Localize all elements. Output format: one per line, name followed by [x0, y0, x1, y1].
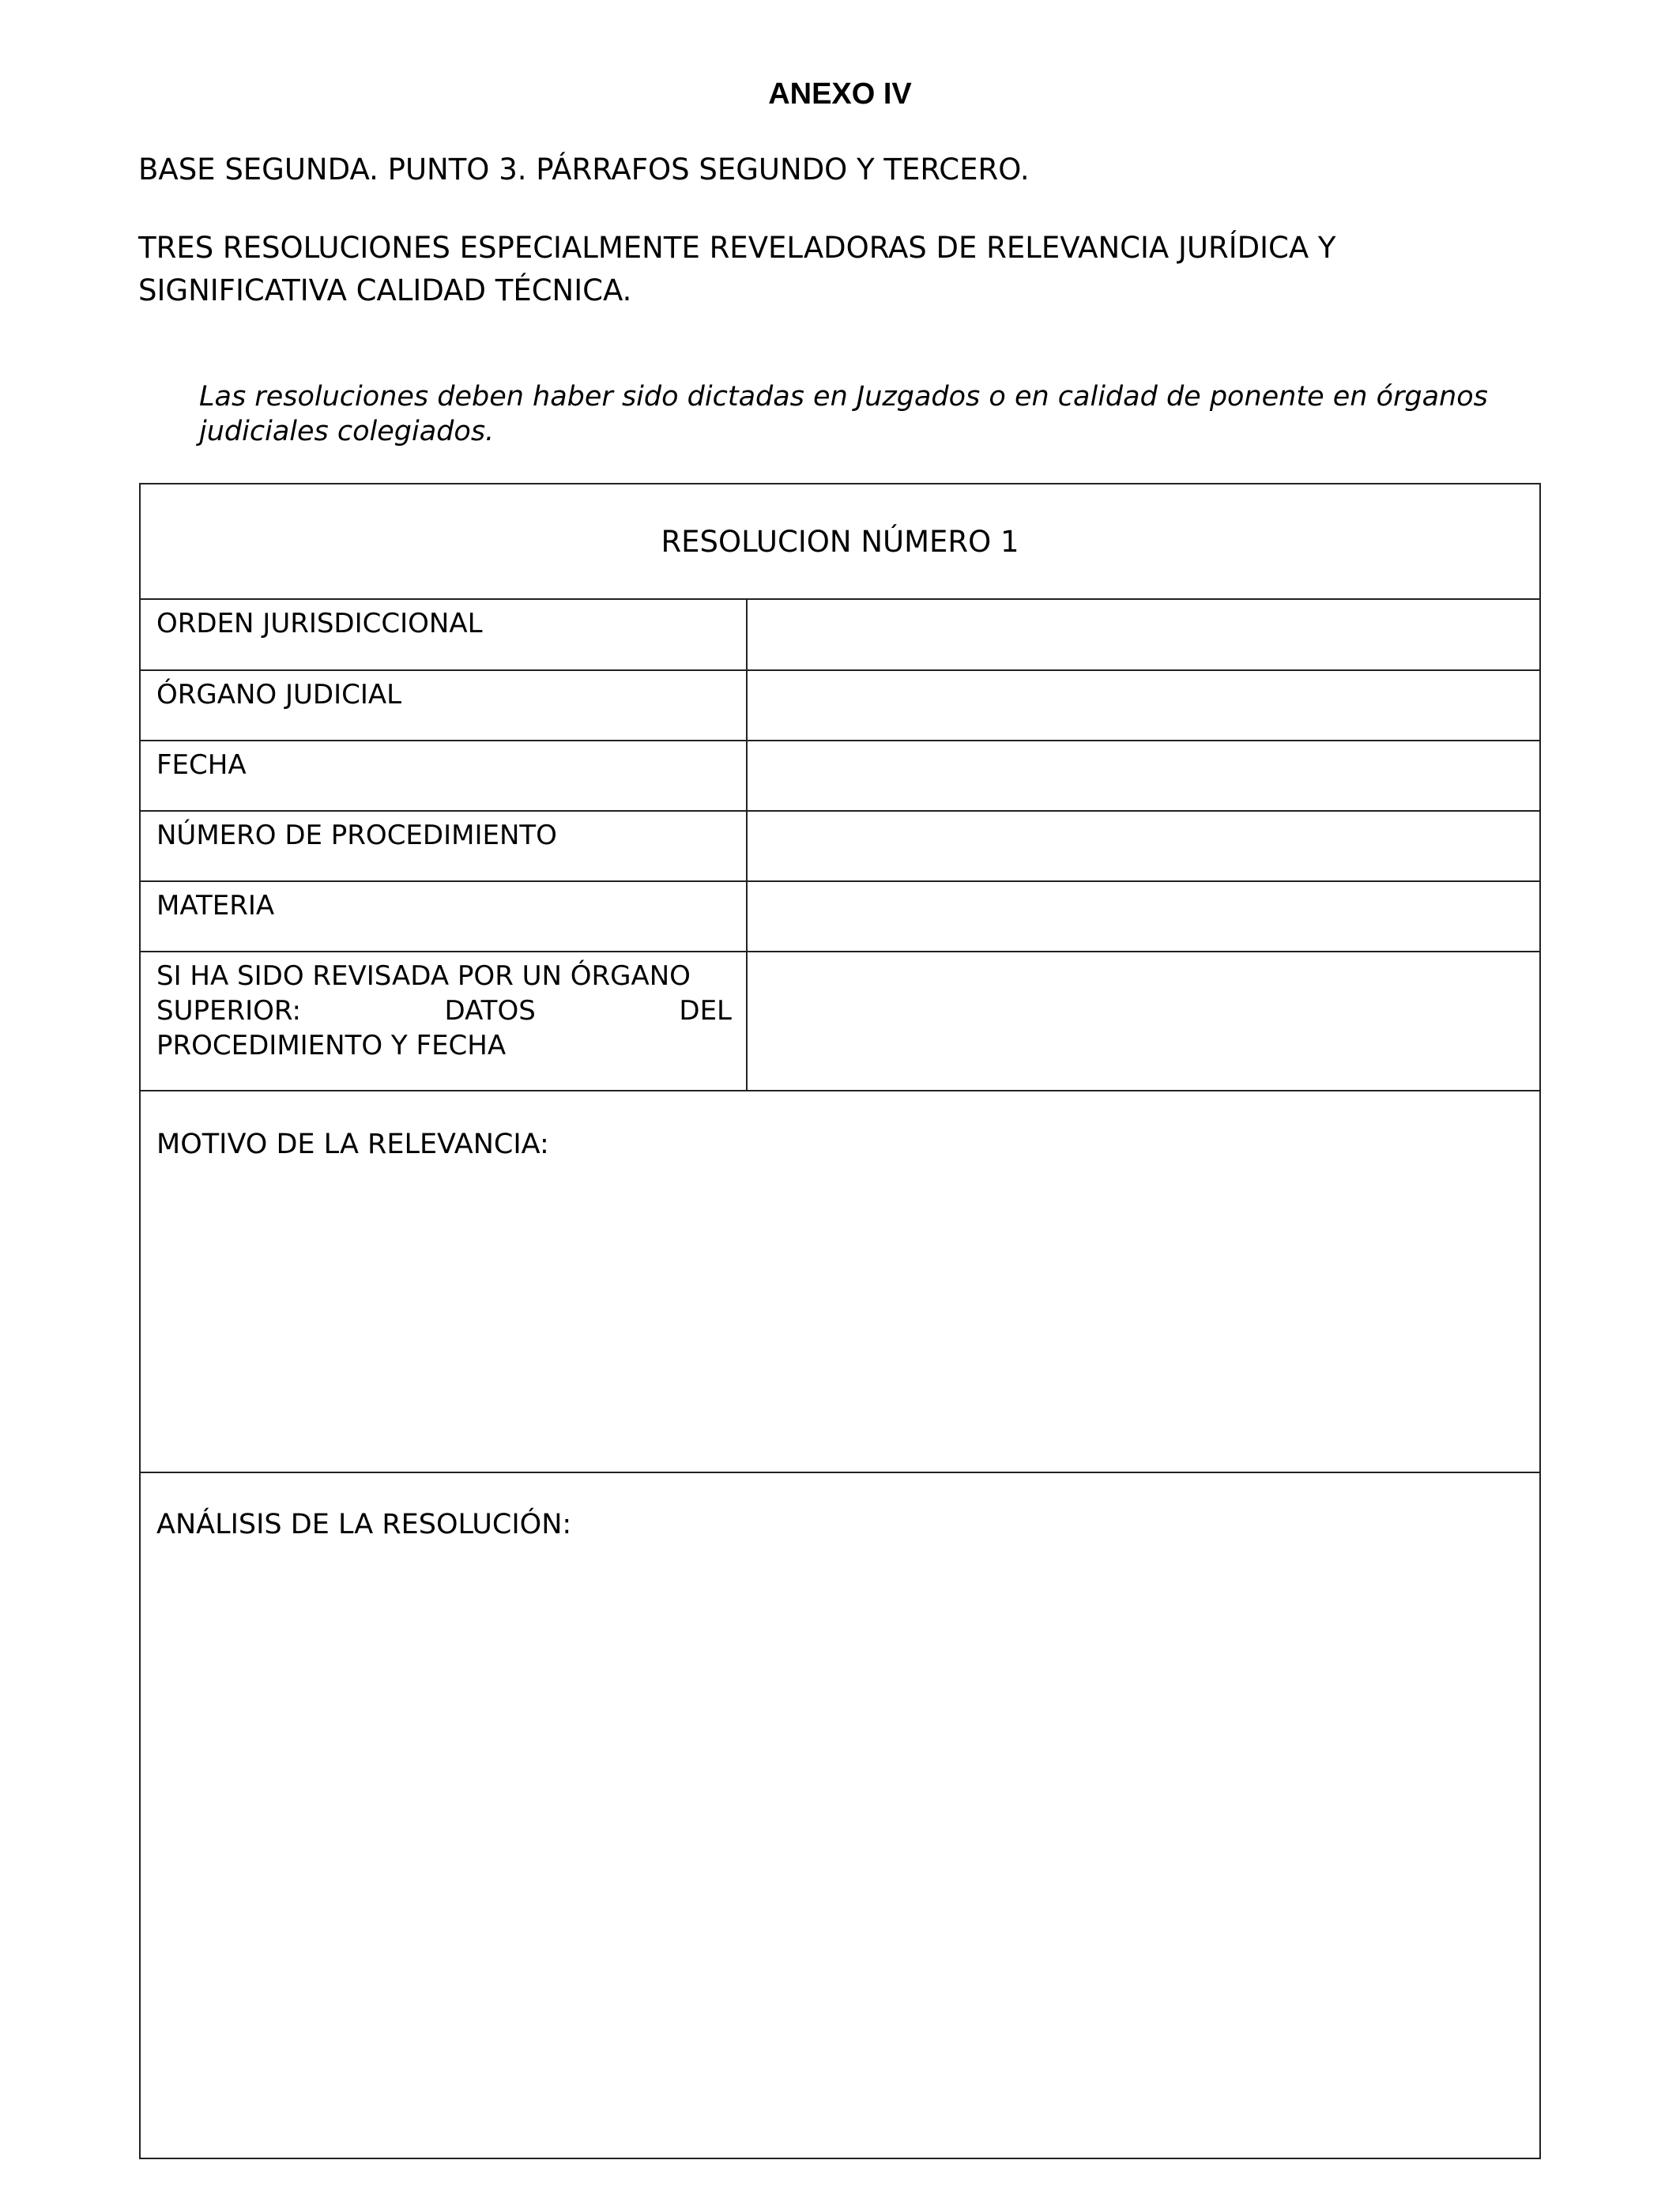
field-label-revision: [141, 952, 748, 1090]
revision-label-line-1: SI HA SIDO REVISADA POR UN ÓRGANO: [156, 960, 691, 992]
form-row-materia: [141, 882, 1539, 952]
form-title: RESOLUCION NÚMERO 1: [661, 525, 1019, 559]
form-row-numero-procedimiento: [141, 812, 1539, 882]
revision-word-superior: SUPERIOR:: [156, 995, 301, 1027]
document-title: ANEXO IV: [768, 77, 912, 111]
field-label-numero-procedimiento: NÚMERO DE PROCEDIMIENTO: [141, 812, 748, 880]
revision-label-line-2: [156, 993, 732, 1028]
section-heading: [138, 227, 1336, 312]
field-value-materia[interactable]: [748, 882, 1539, 951]
field-value-numero-procedimiento[interactable]: [748, 812, 1539, 880]
analisis-resolucion-label: ANÁLISIS DE LA RESOLUCIÓN:: [156, 1509, 572, 1540]
revision-word-del: DEL: [679, 995, 732, 1027]
form-row-organo: [141, 671, 1539, 741]
base-reference: BASE SEGUNDA. PUNTO 3. PÁRRAFOS SEGUNDO Y TERCERO.: [138, 153, 1030, 187]
section-heading-line-1: TRES RESOLUCIONES ESPECIALMENTE REVELADORAS DE RELEVANCIA JURÍDICA Y: [138, 231, 1336, 265]
section-heading-line-2: SIGNIFICATIVA CALIDAD TÉCNICA.: [138, 273, 632, 307]
revision-word-datos: DATOS: [444, 995, 536, 1027]
form-section-analisis[interactable]: [141, 1473, 1539, 2158]
field-value-orden-jurisdiccional[interactable]: [748, 600, 1539, 669]
field-label-organo-judicial: ÓRGANO JUDICIAL: [141, 671, 748, 740]
instruction-note: Las resoluciones deben haber sido dictadas en Juzgados o en calidad de ponente en órganos judiciales colegiados.: [199, 381, 1488, 447]
field-value-organo-judicial[interactable]: [748, 671, 1539, 740]
field-label-materia: MATERIA: [141, 882, 748, 951]
form-row-revision: [141, 952, 1539, 1091]
field-label-orden-jurisdiccional: ORDEN JURISDICCIONAL: [141, 600, 748, 669]
form-row-orden: [141, 600, 1539, 671]
revision-label-line-3: PROCEDIMIENTO Y FECHA: [156, 1030, 507, 1061]
form-row-fecha: [141, 741, 1539, 812]
resolution-form: [139, 483, 1541, 2159]
form-section-motivo[interactable]: [141, 1091, 1539, 1473]
form-title-row: [141, 484, 1539, 600]
field-value-fecha[interactable]: [748, 741, 1539, 810]
motivo-relevancia-label: MOTIVO DE LA RELEVANCIA:: [156, 1129, 549, 1160]
field-value-revision[interactable]: [748, 952, 1539, 1090]
field-label-fecha: FECHA: [141, 741, 748, 810]
